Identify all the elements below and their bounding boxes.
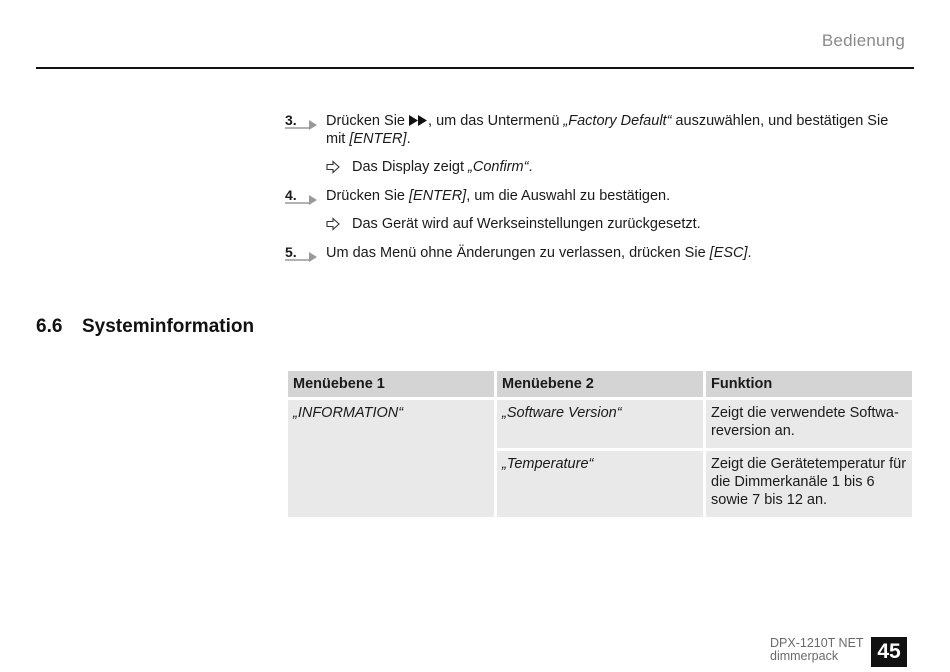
page-number: 45: [871, 637, 907, 667]
menu-item-name: „Software Version“: [502, 405, 622, 421]
step-number-text: 5.: [285, 244, 297, 260]
table-cell-level1: [288, 400, 494, 517]
step-4-result: [285, 215, 910, 233]
fast-forward-icon: [409, 115, 428, 126]
key-name: [ENTER]: [409, 188, 467, 204]
step-number-text: 3.: [285, 112, 297, 128]
result-text: Das Display zeigt: [352, 159, 469, 175]
table-cell-function: Zeigt die Gerätetemperatur für die Dimmerkanäle 1 bis 6 sowie 7 bis 12 an.: [706, 451, 912, 517]
step-number: [285, 244, 317, 264]
section-title: Systeminformation: [82, 316, 255, 337]
step-3: [285, 112, 910, 148]
step-text: .: [406, 131, 411, 147]
step-text: Um das Menü ohne Änderungen zu verlassen, drücken Sie: [326, 245, 710, 261]
table-cell-function: Zeigt die verwendete Softwareversion an.: [706, 400, 912, 448]
header-divider: [36, 67, 914, 69]
key-name: [ENTER]: [349, 131, 407, 147]
menu-item-name: „Temperature“: [502, 456, 594, 472]
instruction-steps: [285, 112, 910, 262]
table-cell-level2: [497, 451, 703, 517]
step-arrow-icon: [285, 191, 317, 205]
result-arrow-icon: [326, 160, 340, 174]
result-text: Das Gerät wird auf Werkseinstellungen zurückgesetzt.: [352, 216, 701, 232]
result-arrow-icon: [326, 217, 340, 231]
header-title: Bedienung: [821, 31, 905, 50]
key-name: [ESC]: [709, 245, 748, 261]
table-row: [288, 400, 912, 448]
step-4: [285, 187, 910, 205]
step-number: [285, 112, 317, 132]
model-subtitle: dimmerpack: [770, 649, 839, 663]
menu-table: [285, 368, 915, 520]
step-text: Drücken Sie: [326, 188, 410, 204]
table-cell-level2: [497, 400, 703, 448]
footer-model: [770, 637, 864, 663]
step-3-result: [285, 158, 910, 176]
step-text: Drücken Sie: [326, 113, 410, 129]
step-text: auszuwählen, und bestätigen Sie mit: [326, 113, 889, 147]
result-text: .: [528, 159, 533, 175]
column-header: Menüebene 2: [497, 371, 703, 397]
column-header: Funktion: [706, 371, 912, 397]
step-text: , um die Auswahl zu bestätigen.: [466, 188, 671, 204]
model-name: DPX-1210T NET: [770, 636, 864, 650]
menu-item-name: „INFORMATION“: [293, 405, 404, 421]
step-5: [285, 244, 910, 262]
section-number: 6.6: [36, 316, 63, 337]
step-arrow-icon: [285, 116, 317, 130]
step-text: , um das Untermenü: [428, 113, 564, 129]
column-header: Menüebene 1: [288, 371, 494, 397]
section-heading: [36, 316, 254, 338]
step-number-text: 4.: [285, 187, 297, 203]
step-number: [285, 187, 317, 207]
table-header-row: [288, 371, 912, 397]
menu-name: „Factory Default“: [563, 113, 672, 129]
step-arrow-icon: [285, 248, 317, 262]
step-text: .: [747, 245, 752, 261]
display-text: „Confirm“: [468, 159, 529, 175]
